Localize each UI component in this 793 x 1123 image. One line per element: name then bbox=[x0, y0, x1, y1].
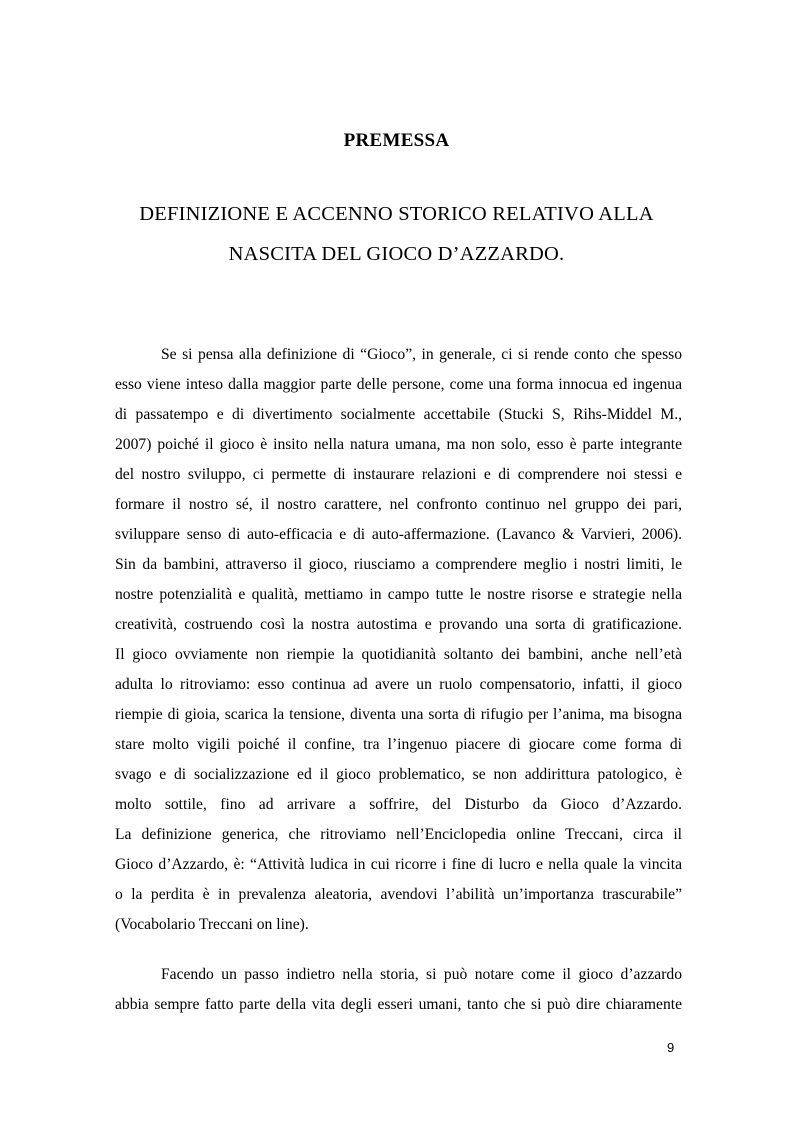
text-line: Il gioco ovviamente non riempie la quotidianità soltanto dei bambini, anche nell’età bbox=[115, 646, 682, 663]
text-line: molto sottile, fino ad arrivare a soffrire, del Disturbo da Gioco d’Azzardo. bbox=[115, 796, 682, 813]
section-subtitle-line-2: NASCITA DEL GIOCO D’AZZARDO. bbox=[228, 243, 565, 265]
text-line: creatività, costruendo così la nostra autostima e provando una sorta di gratificazione. bbox=[115, 616, 682, 633]
page-title: PREMESSA bbox=[343, 130, 450, 151]
text-line: formare il nostro sé, il nostro carattere, nel confronto continuo nel gruppo dei pari, bbox=[115, 496, 682, 513]
text-line: 2007) poiché il gioco è insito nella natura umana, ma non solo, esso è parte integrante bbox=[115, 436, 682, 453]
text-line: sviluppare senso di auto-efficacia e di auto-affermazione. (Lavanco & Varvieri, 2006). bbox=[115, 526, 682, 543]
text-line: La definizione generica, che ritroviamo nell’Enciclopedia online Treccani, circa il bbox=[115, 826, 682, 843]
section-subtitle-line-1: DEFINIZIONE E ACCENNO STORICO RELATIVO ALLA bbox=[139, 203, 654, 225]
text-line: stare molto vigili poiché il confine, tra l’ingenuo piacere di giocare come forma di bbox=[115, 736, 682, 753]
text-line: del nostro sviluppo, ci permette di instaurare relazioni e di comprendere noi stessi e bbox=[115, 466, 682, 483]
text-line: (Vocabolario Treccani on line). bbox=[115, 916, 309, 933]
text-line: di passatempo e di divertimento socialmente accettabile (Stucki S, Rihs-Middel M., bbox=[115, 406, 682, 423]
text-line: abbia sempre fatto parte della vita degli esseri umani, tanto che si può dire chiaramente bbox=[115, 996, 682, 1013]
text-line: esso viene inteso dalla maggior parte delle persone, come una forma innocua ed ingenua bbox=[115, 376, 682, 393]
text-line: Gioco d’Azzardo, è: “Attività ludica in cui ricorre i fine di lucro e nella quale la vincita bbox=[115, 856, 682, 873]
text-line: Facendo un passo indietro nella storia, si può notare come il gioco d’azzardo bbox=[161, 966, 682, 983]
text-line: adulta lo ritroviamo: esso continua ad avere un ruolo compensatorio, infatti, il gioco bbox=[115, 676, 682, 693]
text-line: o la perdita è in prevalenza aleatoria, avendovi l’abilità un’importanza trascurabile” bbox=[115, 886, 682, 903]
text-line: Sin da bambini, attraverso il gioco, riusciamo a comprendere meglio i nostri limiti, le bbox=[115, 556, 682, 573]
text-line: svago e di socializzazione ed il gioco problematico, se non addirittura patologico, è bbox=[115, 766, 682, 783]
page-number: 9 bbox=[667, 1040, 675, 1055]
text-line: nostre potenzialità e qualità, mettiamo in campo tutte le nostre risorse e strategie nella bbox=[115, 586, 682, 603]
text-line: Se si pensa alla definizione di “Gioco”, in generale, ci si rende conto che spesso bbox=[161, 346, 682, 363]
text-line: riempie di gioia, scarica la tensione, diventa una sorta di rifugio per l’anima, ma bisogna bbox=[115, 706, 682, 723]
